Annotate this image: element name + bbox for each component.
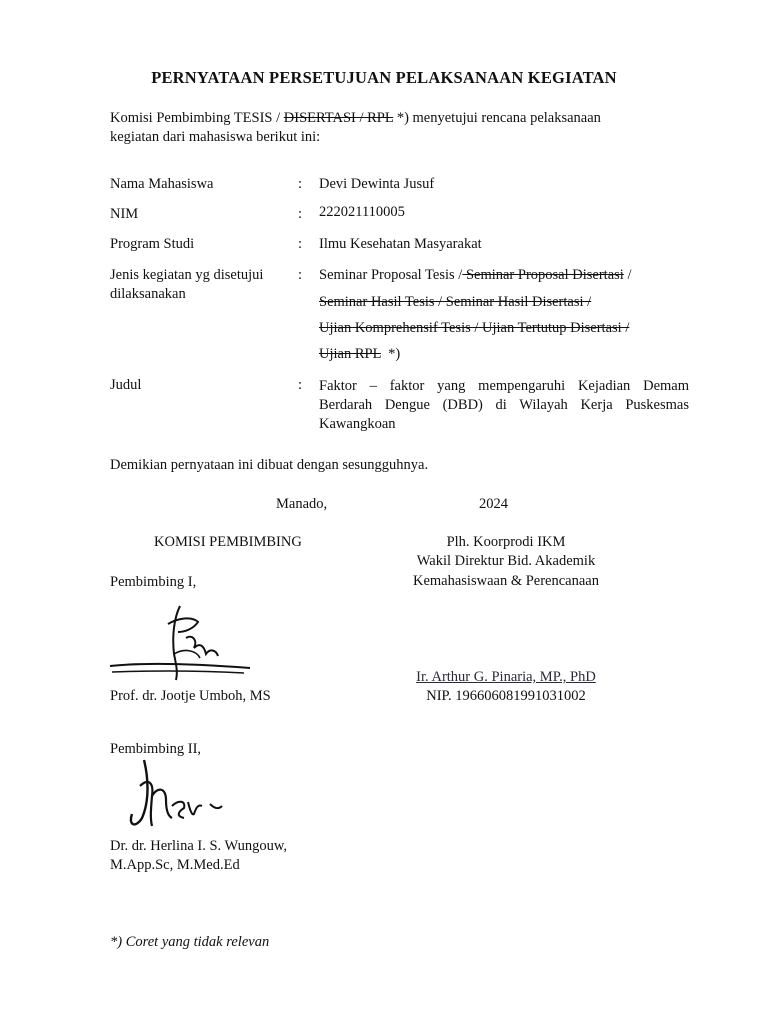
jenis-option-separator: / <box>623 267 632 283</box>
pembimbing-2-name-line-1: Dr. dr. Herlina I. S. Wungouw, <box>110 838 288 854</box>
koorprodi-title: Plh. Koorprodi IKM <box>446 534 566 550</box>
jenis-option-footnote-mark: *) <box>380 346 401 362</box>
judul-colon: : <box>298 377 303 393</box>
intro-line-1 <box>110 110 690 127</box>
judul-line-3: Kawangkoan <box>319 416 396 432</box>
koorprodi-nip: NIP. 196606081991031002 <box>426 688 586 704</box>
prodi-value: Ilmu Kesehatan Masyarakat <box>319 236 482 252</box>
nama-label: Nama Mahasiswa <box>110 176 214 192</box>
nama-value: Devi Dewinta Jusuf <box>319 176 435 192</box>
jenis-option-seminar-proposal-disertasi: Seminar Proposal Disertasi <box>462 267 624 283</box>
year-label: 2024 <box>479 496 508 512</box>
nama-colon: : <box>298 176 303 192</box>
footnote: *) Coret yang tidak relevan <box>110 934 270 950</box>
closing-statement: Demikian pernyataan ini dibuat dengan sesungguhnya. <box>110 457 429 473</box>
prodi-label: Program Studi <box>110 236 195 252</box>
pembimbing-2-label: Pembimbing II, <box>110 741 202 757</box>
pembimbing-2-signature <box>118 756 238 836</box>
judul-value <box>319 377 689 434</box>
judul-line-1: Faktor – faktor yang mempengaruhi Kejadian Demam <box>319 378 689 394</box>
intro-text-part1: Komisi Pembimbing TESIS / <box>110 110 281 126</box>
intro-line-2: kegiatan dari mahasiswa berikut ini: <box>110 129 321 145</box>
pembimbing-1-label: Pembimbing I, <box>110 574 197 590</box>
nim-value: 222021110005 <box>319 204 405 220</box>
pembimbing-1-name: Prof. dr. Jootje Umboh, MS <box>110 688 271 704</box>
prodi-colon: : <box>298 236 303 252</box>
jenis-option-line-3: Ujian Komprehensif Tesis / Ujian Tertutup Disertasi / <box>319 320 630 336</box>
pembimbing-1-signature <box>108 598 258 688</box>
jenis-colon: : <box>298 267 303 283</box>
place-label: Manado, <box>276 496 328 512</box>
nim-colon: : <box>298 206 303 222</box>
jenis-option-line-1 <box>319 267 631 284</box>
koorprodi-name: Ir. Arthur G. Pinaria, MP., PhD <box>416 669 596 685</box>
jenis-option-line-4 <box>319 346 400 363</box>
jenis-option-line-2: Seminar Hasil Tesis / Seminar Hasil Disertasi / <box>319 294 592 310</box>
judul-label: Judul <box>110 377 142 393</box>
jenis-label-2: dilaksanakan <box>110 286 186 302</box>
judul-line-2: Berdarah Dengue (DBD) di Wilayah Kerja Puskesmas <box>319 397 689 413</box>
jenis-option-seminar-proposal-tesis: Seminar Proposal Tesis / <box>319 267 463 283</box>
komisi-heading: KOMISI PEMBIMBING <box>154 534 302 550</box>
jenis-label-1: Jenis kegiatan yg disetujui <box>110 267 264 283</box>
jenis-option-ujian-rpl: Ujian RPL <box>319 346 381 362</box>
intro-text-part2: *) menyetujui rencana pelaksanaan <box>396 110 601 126</box>
nim-label: NIM <box>110 206 139 222</box>
kemahasiswaan-title: Kemahasiswaan & Perencanaan <box>412 573 599 589</box>
pembimbing-2-name-line-2: M.App.Sc, M.Med.Ed <box>110 857 240 873</box>
intro-struck-text: DISERTASI / RPL <box>283 110 394 126</box>
wakil-direktur-title: Wakil Direktur Bid. Akademik <box>416 553 596 569</box>
document-title: PERNYATAAN PERSETUJUAN PELAKSANAAN KEGIATAN <box>151 68 617 87</box>
